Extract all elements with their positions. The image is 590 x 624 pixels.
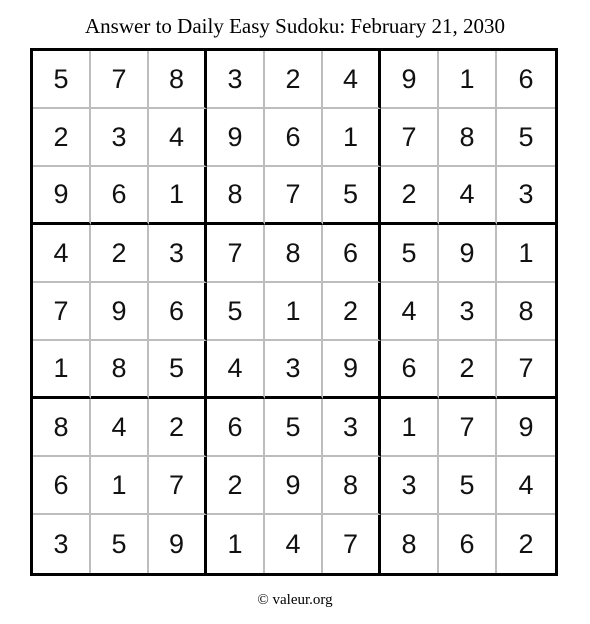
sudoku-cell-r4-c8: 9 (439, 225, 497, 283)
sudoku-cell-r7-c3: 2 (149, 399, 207, 457)
sudoku-cell-r8-c3: 7 (149, 457, 207, 515)
sudoku-cell-r5-c5: 1 (265, 283, 323, 341)
sudoku-cell-r6-c1: 1 (33, 341, 91, 399)
sudoku-cell-r1-c7: 9 (381, 51, 439, 109)
sudoku-cell-r5-c1: 7 (33, 283, 91, 341)
sudoku-cell-r9-c8: 6 (439, 515, 497, 573)
sudoku-cell-r6-c7: 6 (381, 341, 439, 399)
sudoku-cell-r1-c8: 1 (439, 51, 497, 109)
sudoku-cell-r1-c9: 6 (497, 51, 555, 109)
sudoku-cell-r9-c5: 4 (265, 515, 323, 573)
sudoku-cell-r8-c4: 2 (207, 457, 265, 515)
sudoku-cell-r6-c3: 5 (149, 341, 207, 399)
sudoku-cell-r1-c3: 8 (149, 51, 207, 109)
sudoku-cell-r2-c2: 3 (91, 109, 149, 167)
sudoku-cell-r5-c4: 5 (207, 283, 265, 341)
sudoku-cell-r3-c2: 6 (91, 167, 149, 225)
sudoku-cell-r8-c1: 6 (33, 457, 91, 515)
sudoku-cell-r5-c2: 9 (91, 283, 149, 341)
sudoku-cell-r5-c3: 6 (149, 283, 207, 341)
sudoku-cell-r8-c8: 5 (439, 457, 497, 515)
sudoku-cell-r8-c9: 4 (497, 457, 555, 515)
sudoku-cell-r4-c2: 2 (91, 225, 149, 283)
sudoku-cell-r3-c3: 1 (149, 167, 207, 225)
sudoku-cell-r3-c1: 9 (33, 167, 91, 225)
sudoku-cell-r1-c2: 7 (91, 51, 149, 109)
sudoku-cell-r7-c4: 6 (207, 399, 265, 457)
sudoku-cell-r2-c7: 7 (381, 109, 439, 167)
sudoku-cell-r5-c8: 3 (439, 283, 497, 341)
sudoku-cell-r8-c6: 8 (323, 457, 381, 515)
sudoku-cell-r3-c6: 5 (323, 167, 381, 225)
sudoku-cell-r5-c9: 8 (497, 283, 555, 341)
sudoku-cell-r6-c4: 4 (207, 341, 265, 399)
sudoku-cell-r4-c5: 8 (265, 225, 323, 283)
sudoku-cell-r3-c7: 2 (381, 167, 439, 225)
sudoku-cell-r2-c3: 4 (149, 109, 207, 167)
sudoku-cell-r2-c6: 1 (323, 109, 381, 167)
page-title: Answer to Daily Easy Sudoku: February 21, 2030 (85, 14, 505, 38)
sudoku-cell-r7-c8: 7 (439, 399, 497, 457)
sudoku-cell-r9-c2: 5 (91, 515, 149, 573)
sudoku-cell-r2-c1: 2 (33, 109, 91, 167)
sudoku-cell-r3-c8: 4 (439, 167, 497, 225)
sudoku-cell-r8-c5: 9 (265, 457, 323, 515)
sudoku-cell-r3-c4: 8 (207, 167, 265, 225)
sudoku-cell-r2-c4: 9 (207, 109, 265, 167)
sudoku-cell-r1-c5: 2 (265, 51, 323, 109)
sudoku-cell-r4-c7: 5 (381, 225, 439, 283)
copyright-footer: © valeur.org (257, 592, 333, 608)
sudoku-board (30, 48, 558, 576)
sudoku-cell-r4-c9: 1 (497, 225, 555, 283)
sudoku-cell-r7-c5: 5 (265, 399, 323, 457)
sudoku-cell-r6-c9: 7 (497, 341, 555, 399)
sudoku-cell-r9-c3: 9 (149, 515, 207, 573)
sudoku-cell-r6-c2: 8 (91, 341, 149, 399)
sudoku-cell-r9-c1: 3 (33, 515, 91, 573)
sudoku-cell-r8-c7: 3 (381, 457, 439, 515)
sudoku-cell-r7-c2: 4 (91, 399, 149, 457)
sudoku-cell-r9-c7: 8 (381, 515, 439, 573)
sudoku-cell-r6-c6: 9 (323, 341, 381, 399)
sudoku-cell-r5-c7: 4 (381, 283, 439, 341)
sudoku-cell-r9-c9: 2 (518, 528, 534, 559)
sudoku-cell-r6-c8: 2 (439, 341, 497, 399)
sudoku-cell-r8-c2: 1 (91, 457, 149, 515)
sudoku-cell-r1-c1: 5 (33, 51, 91, 109)
sudoku-cell-r7-c7: 1 (381, 399, 439, 457)
sudoku-cell-r1-c4: 3 (207, 51, 265, 109)
sudoku-cell-r9-c6: 7 (323, 515, 381, 573)
sudoku-cell-r3-c5: 7 (265, 167, 323, 225)
sudoku-cell-r4-c6: 6 (323, 225, 381, 283)
sudoku-cell-r5-c6: 2 (323, 283, 381, 341)
sudoku-cell-r6-c5: 3 (265, 341, 323, 399)
sudoku-cell-r3-c9: 3 (497, 167, 555, 225)
sudoku-cell-r2-c5: 6 (265, 109, 323, 167)
sudoku-cell-r7-c1: 8 (33, 399, 91, 457)
sudoku-cell-r4-c3: 3 (149, 225, 207, 283)
sudoku-cell-r1-c6: 4 (323, 51, 381, 109)
sudoku-cell-r4-c4: 7 (207, 225, 265, 283)
sudoku-cell-r2-c8: 8 (439, 109, 497, 167)
sudoku-cell-r7-c9: 9 (497, 399, 555, 457)
sudoku-cell-r9-c4: 1 (207, 515, 265, 573)
sudoku-cell-r7-c6: 3 (323, 399, 381, 457)
sudoku-cell-r2-c9: 5 (497, 109, 555, 167)
sudoku-cell-r4-c1: 4 (33, 225, 91, 283)
